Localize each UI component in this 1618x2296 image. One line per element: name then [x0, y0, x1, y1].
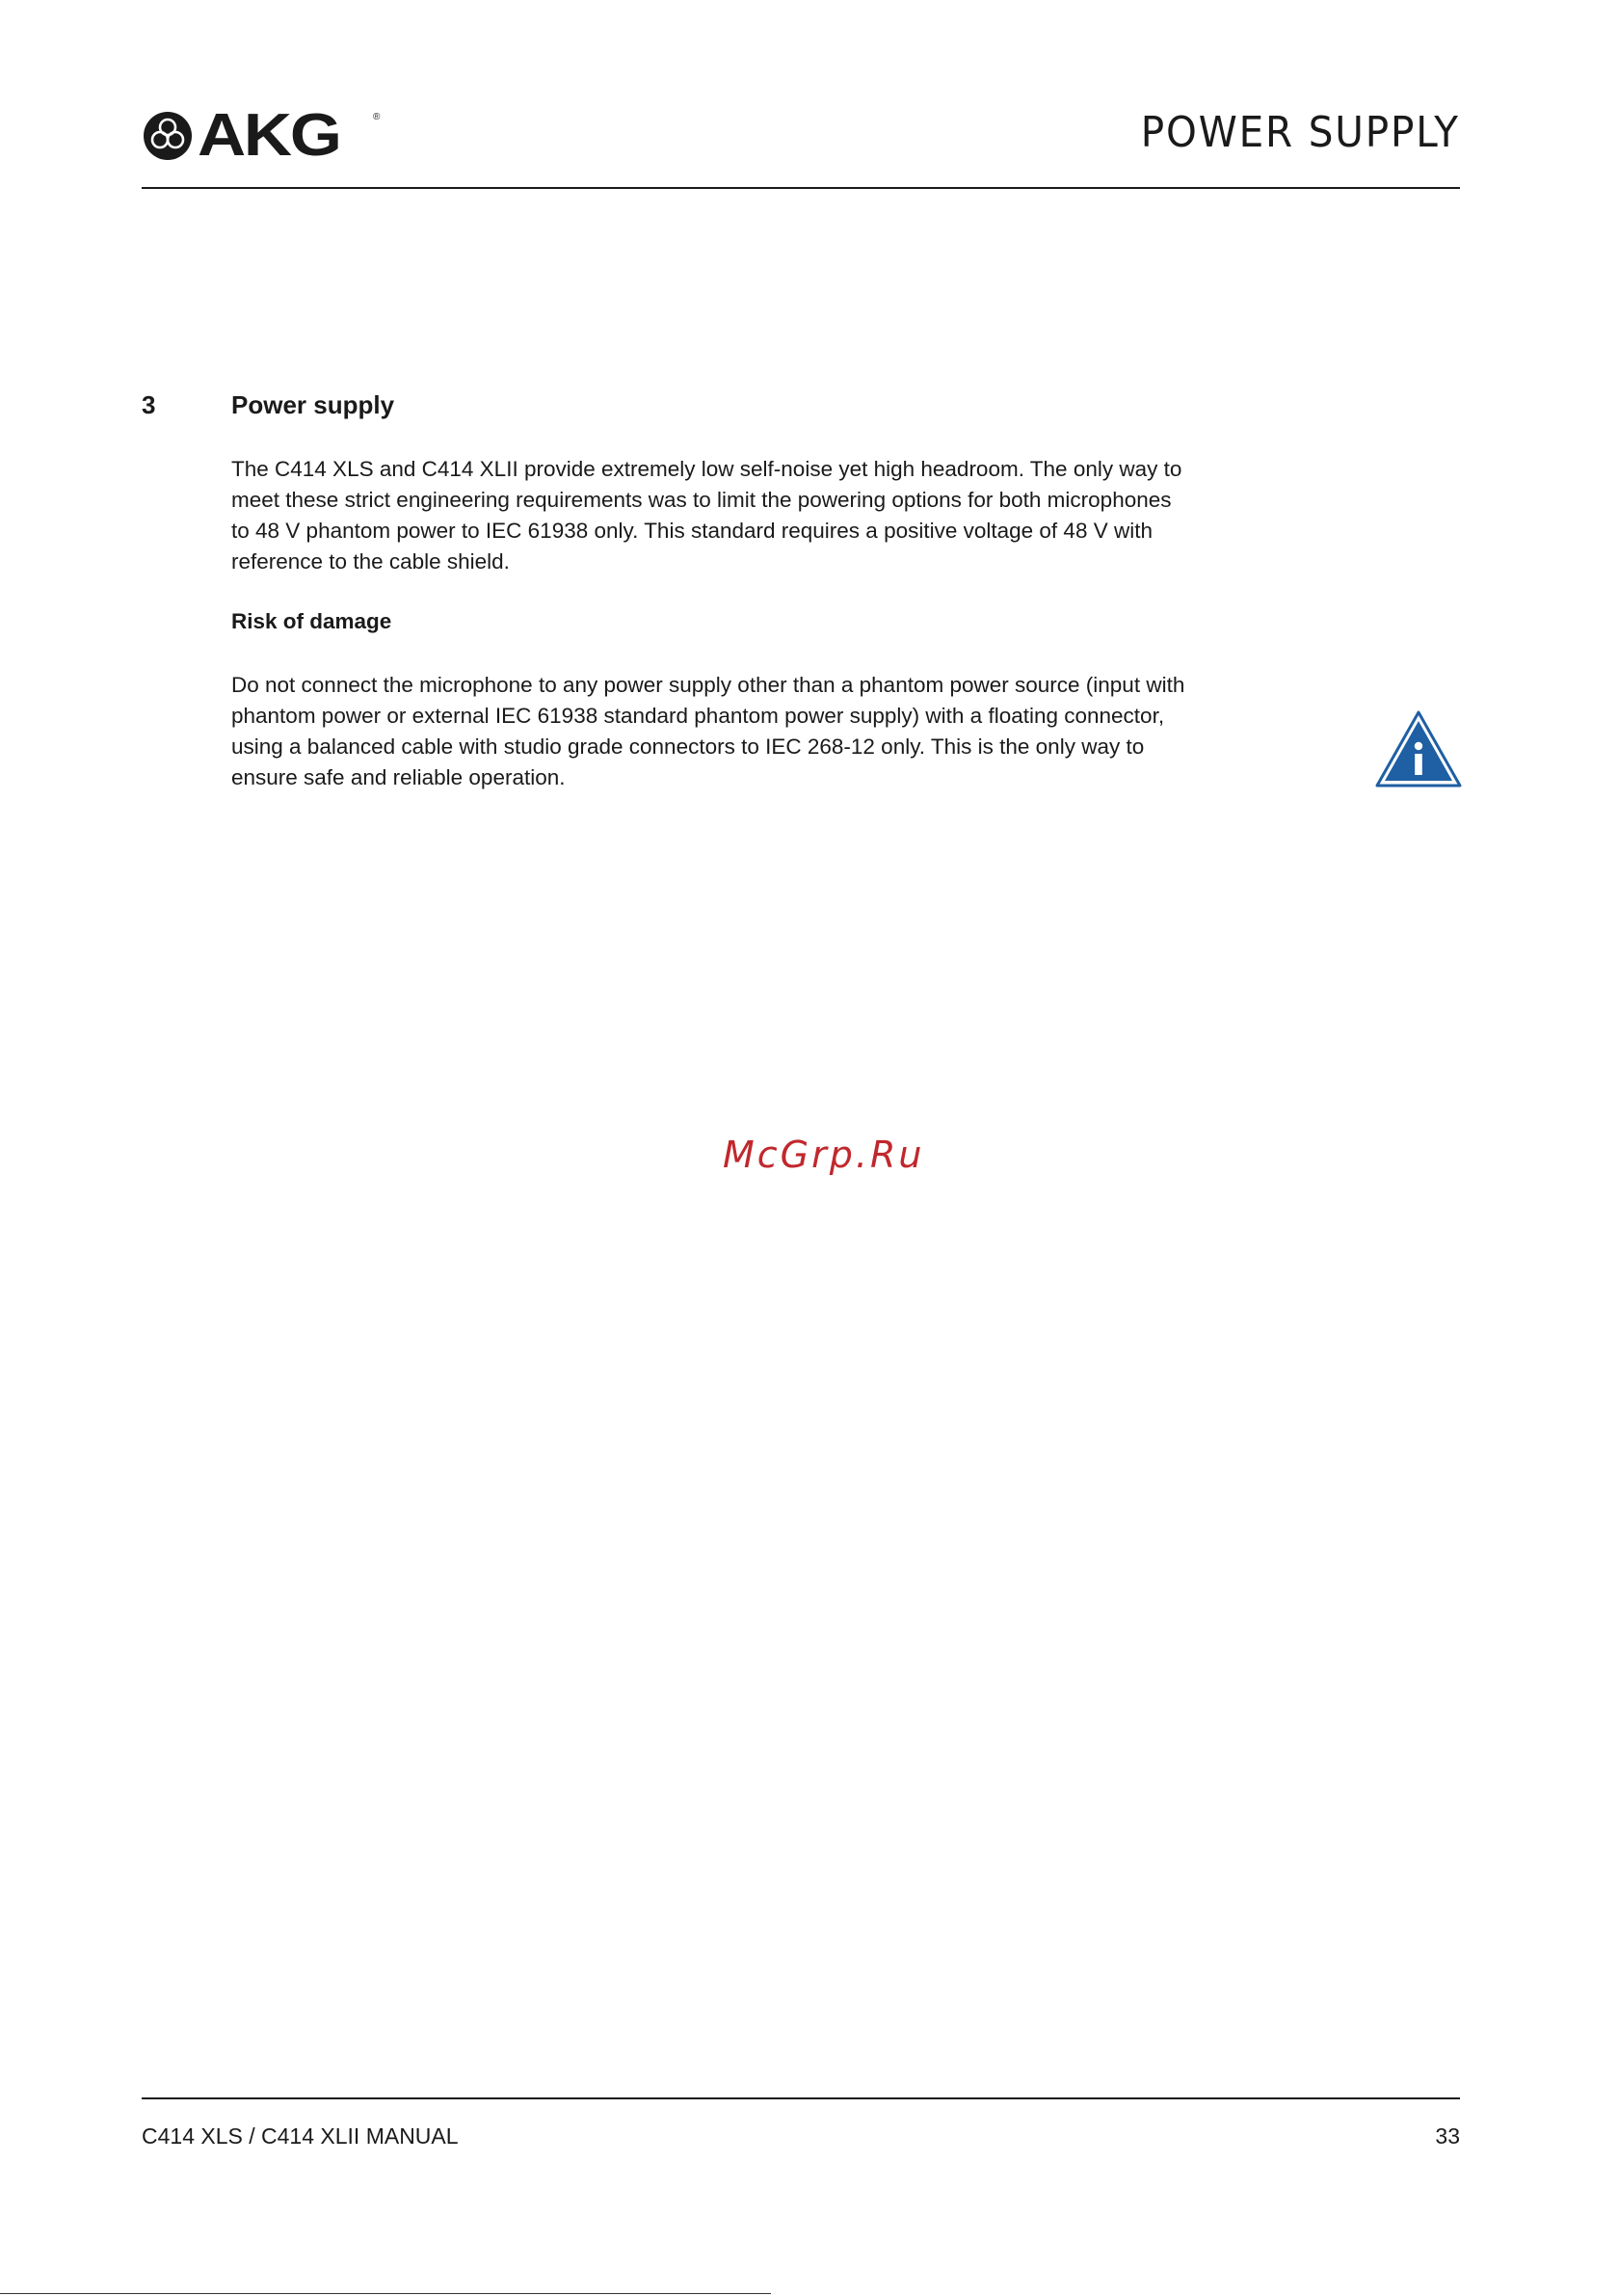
- akg-logo-wordmark: AKG: [198, 102, 340, 169]
- risk-heading: Risk of damage: [231, 609, 392, 633]
- footer-manual-title: C414 XLS / C414 XLII MANUAL: [142, 2123, 459, 2149]
- section-title: POWER SUPPLY: [1141, 108, 1460, 157]
- page-edge-line: [0, 2293, 771, 2294]
- footer-page-number: 33: [1435, 2123, 1460, 2149]
- chapter-number: 3: [142, 390, 156, 419]
- header-divider: [142, 187, 1460, 189]
- watermark: McGrp.Ru: [723, 1134, 925, 1176]
- intro-paragraph: The C414 XLS and C414 XLII provide extremely low self-noise yet high headroom. The only way to meet these strict engineering requirements was to limit the powering options for both microphones to 48 V phantom power to IEC 61938 only. This standard requires a positive voltage of 48 V with reference to the cable shield.: [231, 457, 1182, 574]
- registered-mark: ®: [373, 112, 381, 122]
- risk-paragraph: Do not connect the microphone to any power supply other than a phantom power source (input with phantom power or external IEC 61938 standard phantom power supply) with a floating connector, using a balanced cable with studio grade connectors to IEC 268-12 only. This is the only way to ensure safe and reliable operation.: [231, 673, 1185, 789]
- info-triangle-icon: [1374, 709, 1463, 788]
- footer-divider: [142, 2097, 1460, 2099]
- chapter-title: Power supply: [231, 390, 395, 419]
- akg-logo-emblem-icon: [142, 110, 194, 162]
- akg-logo: [142, 102, 381, 169]
